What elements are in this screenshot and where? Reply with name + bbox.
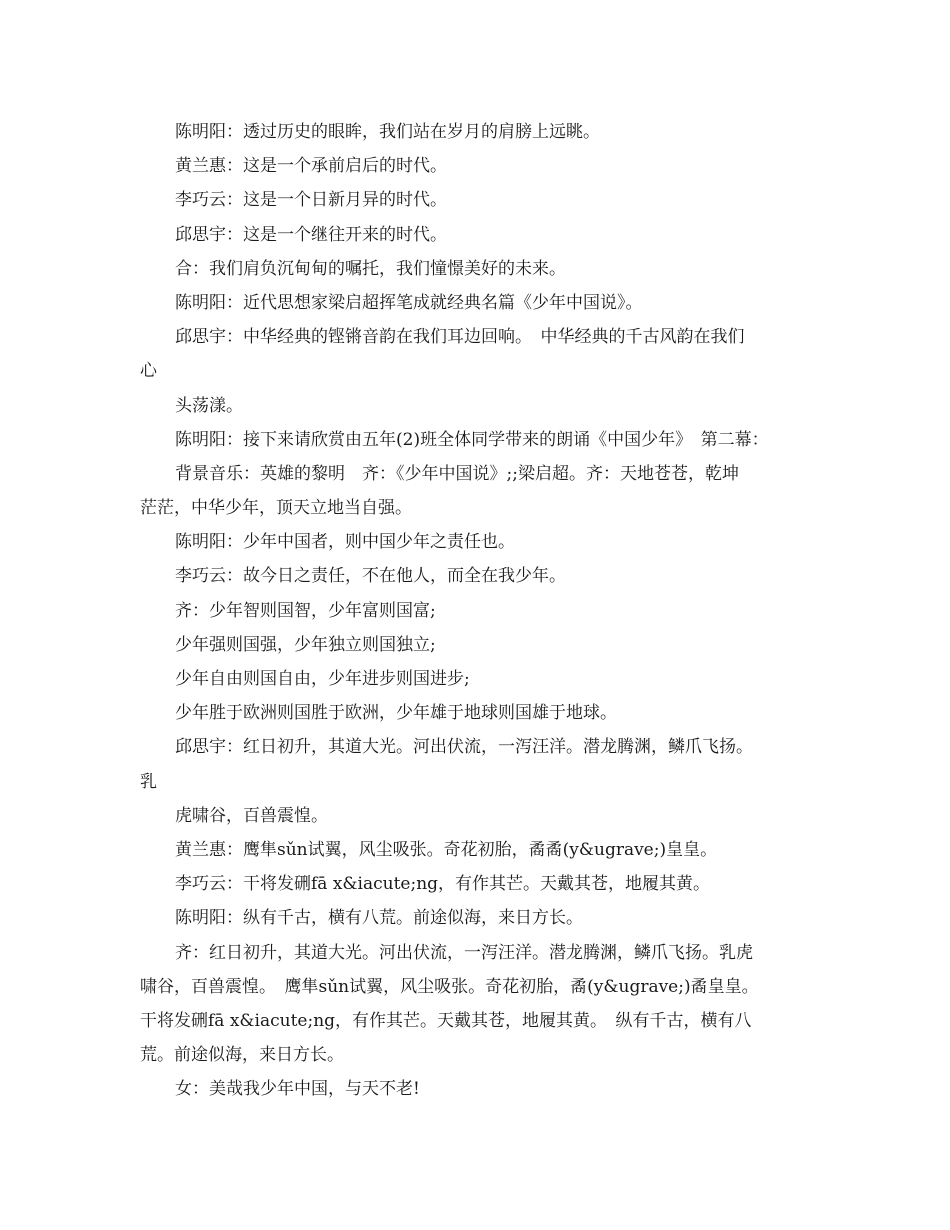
text-line: 黄兰惠：这是一个承前启后的时代。 xyxy=(175,156,447,177)
text-line: 李巧云：故今日之责任，不在他人，而全在我少年。 xyxy=(175,566,566,587)
text-line: 干将发硎fā x&iacute;ng，有作其芒。天戴其苍，地履其黄。 纵有千古，横有八 xyxy=(140,1010,752,1031)
text-line: 陈明阳：透过历史的眼眸，我们站在岁月的肩膀上远眺。 xyxy=(175,122,600,142)
text-line: 李巧云：这是一个日新月异的时代。 xyxy=(175,190,447,211)
text-line: 齐：红日初升，其道大光。河出伏流，一泻汪洋。潜龙腾渊，鳞爪飞扬。乳虎 xyxy=(175,942,753,963)
text-line: 邱思宇：这是一个继往开来的时代。 xyxy=(175,224,447,245)
text-line: 邱思宇：红日初升，其道大光。河出伏流，一泻汪洋。潜龙腾渊，鳞爪飞扬。 xyxy=(175,737,753,758)
text-line: 头荡漾。 xyxy=(175,395,243,416)
text-line: 少年胜于欧洲则国胜于欧洲，少年雄于地球则国雄于地球。 xyxy=(175,703,617,724)
text-line: 少年强则国强，少年独立则国独立; xyxy=(175,634,436,655)
text-line: 陈明阳：近代思想家梁启超挥笔成就经典名篇《少年中国说》。 xyxy=(175,292,643,313)
text-line: 虎啸谷，百兽震惶。 xyxy=(175,805,328,826)
text-line: 齐：少年智则国智，少年富则国富; xyxy=(175,600,436,621)
document-body xyxy=(140,115,820,1106)
text-line: 背景音乐：英雄的黎明 齐：《少年中国说》;;梁启超。齐：天地苍苍，乾坤 xyxy=(175,463,739,484)
text-line: 女：美哉我少年中国，与天不老! xyxy=(175,1079,420,1100)
text-line: 李巧云：干将发硎fā x&iacute;ng，有作其芒。天戴其苍，地履其黄。 xyxy=(175,874,711,895)
text-line: 茫茫，中华少年，顶天立地当自强。 xyxy=(140,498,412,519)
text-line: 陈明阳：纵有千古，横有八荒。前途似海，来日方长。 xyxy=(175,908,583,929)
text-line: 少年自由则国自由，少年进步则国进步; xyxy=(175,669,470,689)
text-line: 乳 xyxy=(140,771,157,792)
text-line: 邱思宇：中华经典的铿锵音韵在我们耳边回响。 中华经典的千古风韵在我们 xyxy=(175,327,745,348)
text-line: 合：我们肩负沉甸甸的嘱托，我们憧憬美好的未来。 xyxy=(175,258,566,279)
text-line: 啸谷，百兽震惶。 鹰隼sǔn试翼，风尘吸张。奇花初胎，矞(y&ugrave;)矞皇皇。 xyxy=(140,976,759,997)
text-line: 陈明阳：接下来请欣赏由五年(2)班全体同学带来的朗诵《中国少年》 第二幕： xyxy=(175,429,769,450)
text-line: 心 xyxy=(140,361,157,382)
text-line: 陈明阳：少年中国者，则中国少年之责任也。 xyxy=(175,532,515,553)
text-line: 荒。前途似海，来日方长。 xyxy=(140,1045,344,1066)
text-line: 黄兰惠：鹰隼sǔn试翼，风尘吸张。奇花初胎，矞矞(y&ugrave;)皇皇。 xyxy=(175,839,718,860)
